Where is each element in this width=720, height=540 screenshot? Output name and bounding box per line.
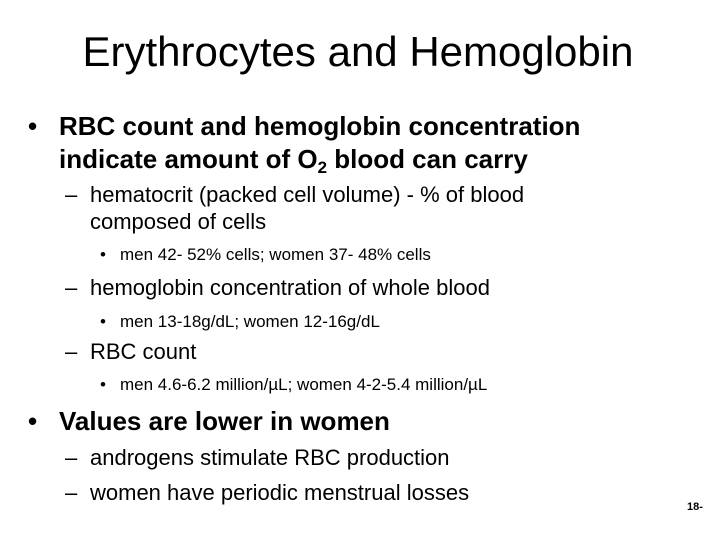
sub-bullet-marker: – xyxy=(65,480,78,505)
slide-title: Erythrocytes and Hemoglobin xyxy=(82,28,634,75)
sub-bullet-text-continuation: composed of cells xyxy=(90,209,267,234)
sub-bullet-text: androgens stimulate RBC production xyxy=(90,445,450,470)
bullet-text: Values are lower in women xyxy=(59,406,390,436)
sub-bullet-text: hematocrit (packed cell volume) - % of blood xyxy=(90,182,525,207)
bullet-text-part: blood can carry xyxy=(326,144,528,174)
bullet-marker: • xyxy=(28,111,38,141)
bullet-text: RBC count and hemoglobin concentration xyxy=(59,111,581,141)
detail-text: men 42- 52% cells; women 37- 48% cells xyxy=(120,245,431,264)
detail-marker: • xyxy=(100,375,106,394)
subscript-text: 2 xyxy=(317,158,327,177)
sub-bullet-marker: – xyxy=(65,275,78,300)
bullet-text-part: indicate amount of O xyxy=(59,144,318,174)
detail-text: men 13-18g/dL; women 12-16g/dL xyxy=(120,312,380,331)
detail-text: men 4.6-6.2 million/µL; women 4-2-5.4 million/µL xyxy=(120,375,488,394)
sub-bullet-marker: – xyxy=(65,182,78,207)
sub-bullet-marker: – xyxy=(65,339,78,364)
sub-bullet-text: women have periodic menstrual losses xyxy=(90,480,470,505)
bullet-text-continuation xyxy=(59,143,528,175)
detail-marker: • xyxy=(100,245,106,264)
detail-marker: • xyxy=(100,312,106,331)
page-number: 18- xyxy=(687,501,703,513)
sub-bullet-text: hemoglobin concentration of whole blood xyxy=(90,275,490,300)
bullet-marker: • xyxy=(28,406,38,436)
sub-bullet-text: RBC count xyxy=(90,339,197,364)
sub-bullet-marker: – xyxy=(65,445,78,470)
